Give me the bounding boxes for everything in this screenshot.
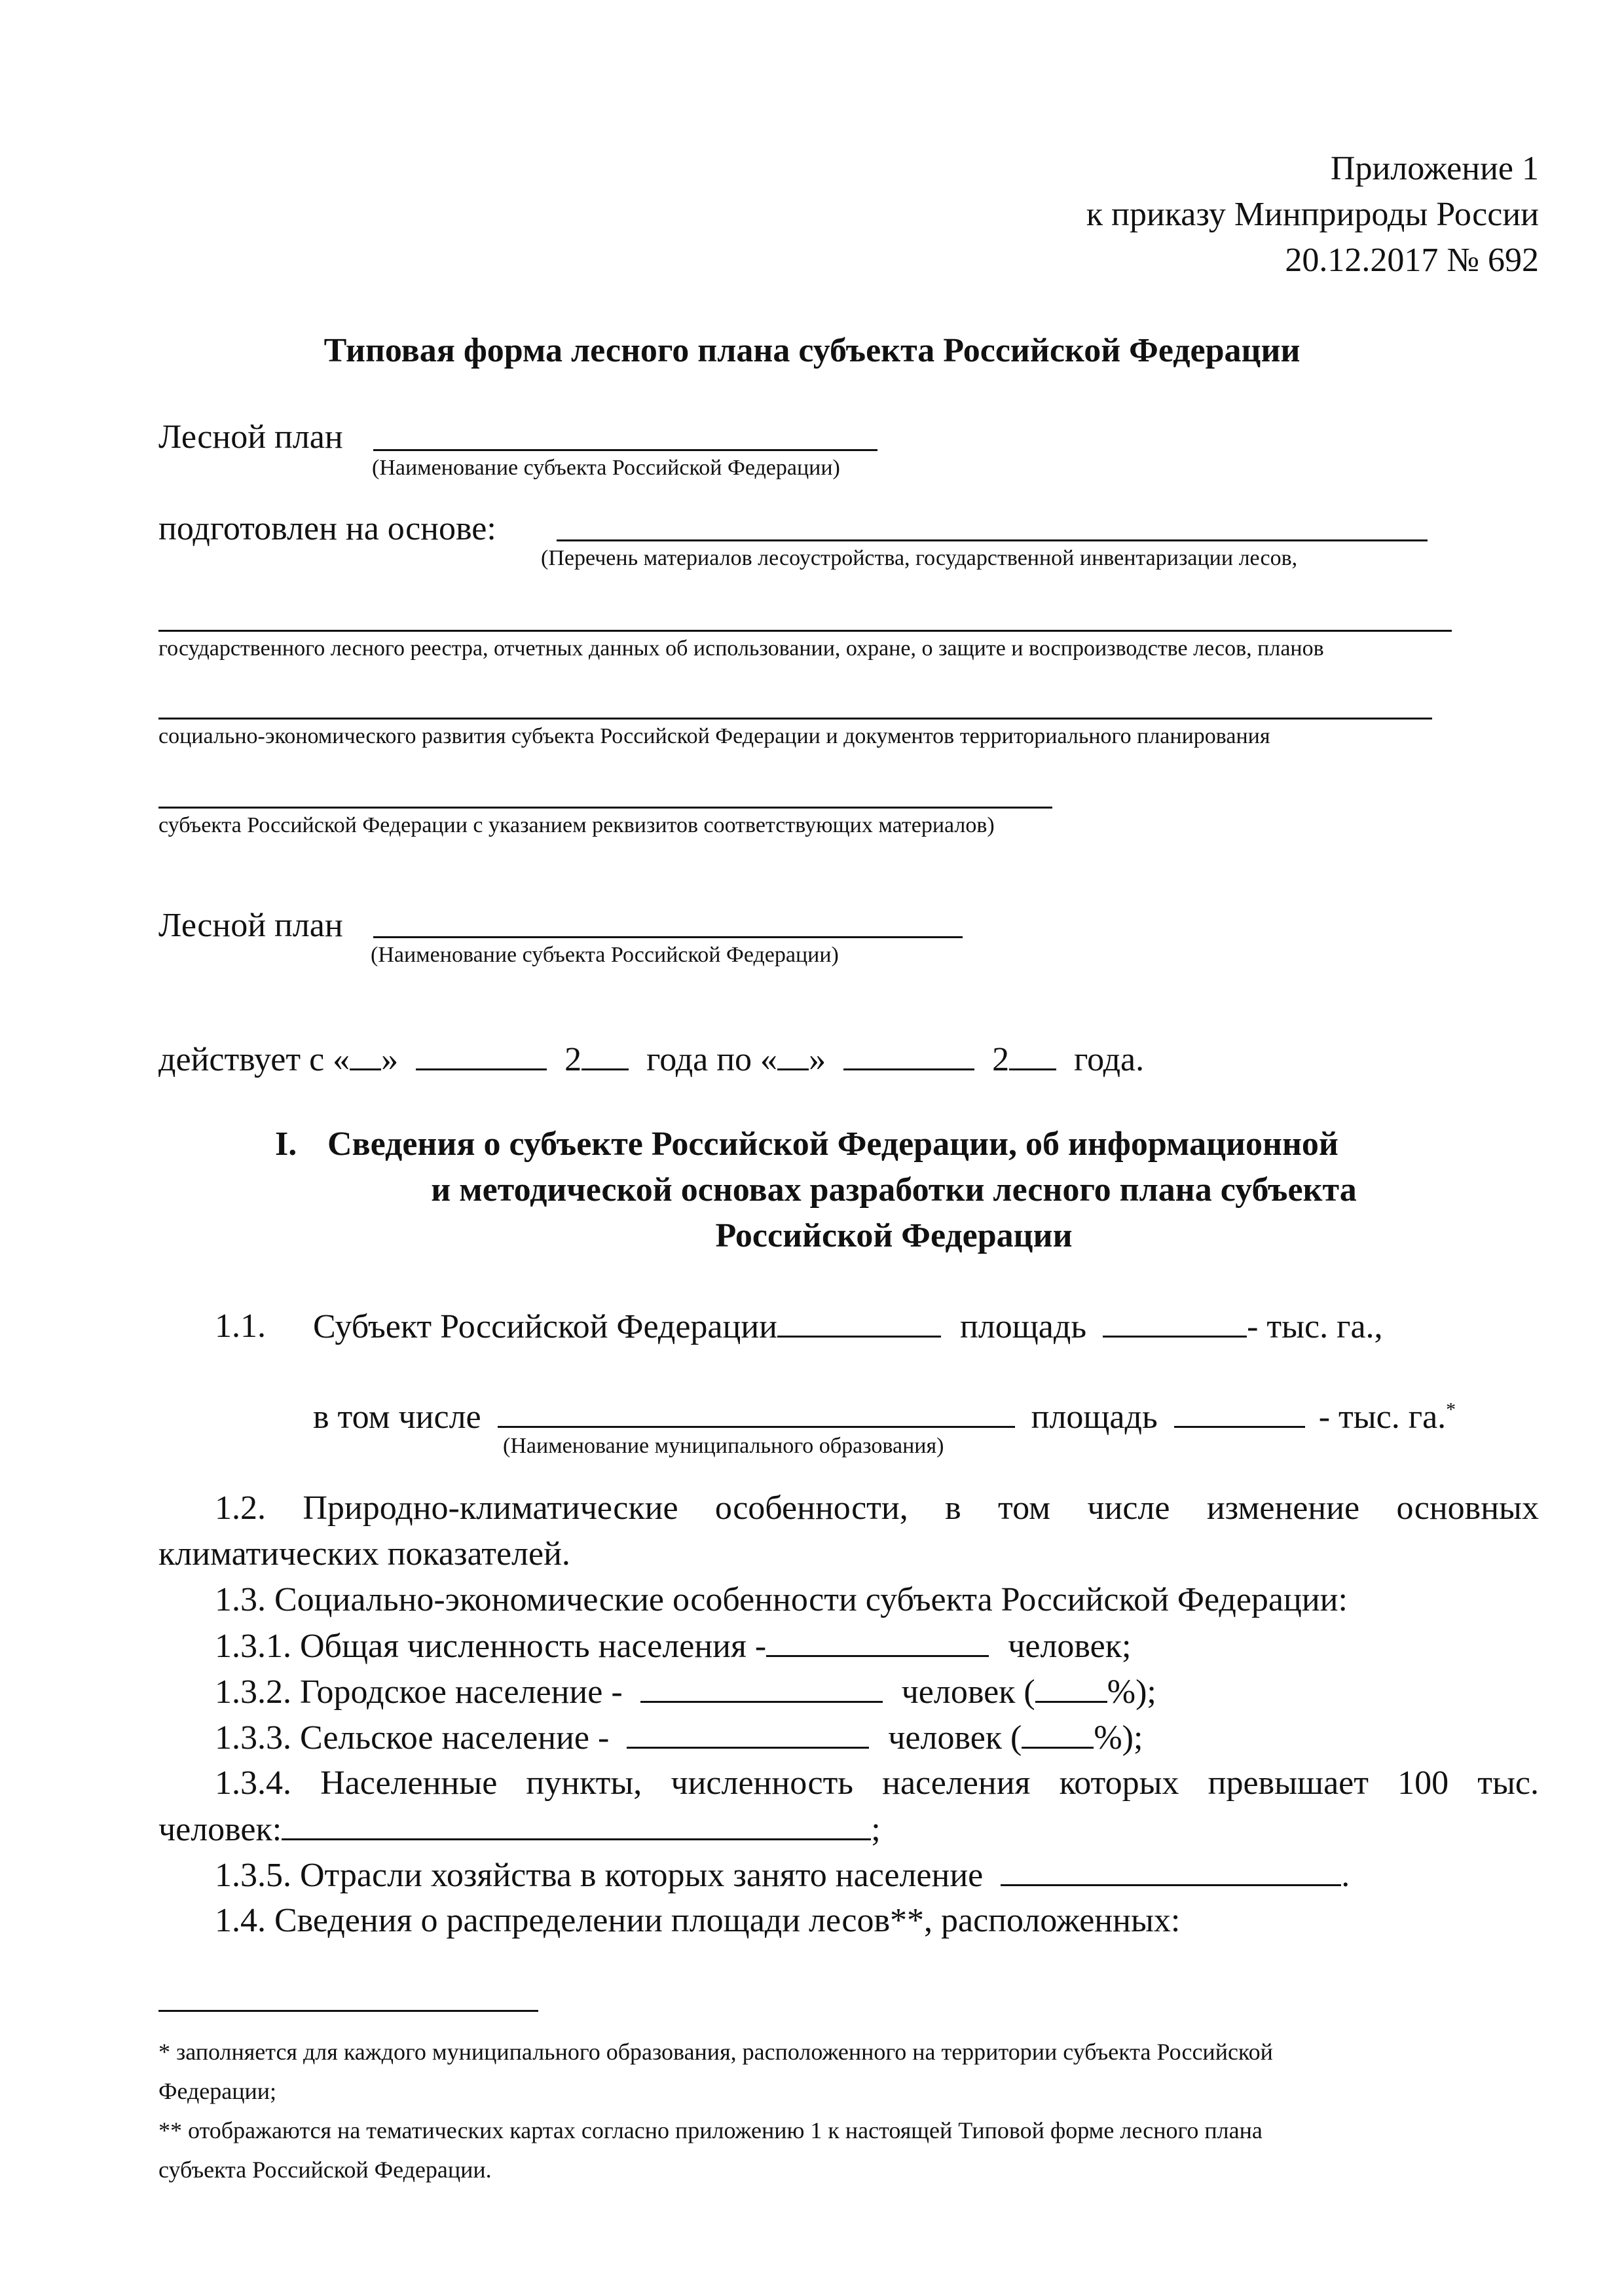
section-1-title-line-2: и методической основах разработки лесного плана субъекта bbox=[431, 1171, 1357, 1209]
item-1-3-4-field[interactable] bbox=[282, 1812, 871, 1840]
item-1-3-1-field[interactable] bbox=[766, 1629, 989, 1657]
basis-label: подготовлен на основе: bbox=[158, 510, 496, 547]
item-1-1-municipality-caption: (Наименование муниципального образования) bbox=[503, 1434, 944, 1458]
plan-subject-caption-2: (Наименование субъекта Российской Федерации) bbox=[371, 943, 839, 967]
form-title: Типовая форма лесного плана субъекта Российской Федерации bbox=[323, 332, 1301, 369]
item-1-1-area2-field[interactable] bbox=[1174, 1400, 1305, 1428]
basis-caption-2: государственного лесного реестра, отчетных данных об использовании, охране, о защите и воспроизводстве лесов, планов bbox=[158, 636, 1324, 661]
appendix-number: Приложение 1 bbox=[1330, 150, 1539, 187]
item-1-1-area2-unit: - тыс. га. bbox=[1318, 1398, 1447, 1436]
item-1-1-incl-label: в том числе bbox=[313, 1398, 481, 1436]
item-1-3-2-field[interactable] bbox=[640, 1675, 883, 1703]
plan-subject-line-2[interactable] bbox=[373, 936, 963, 938]
item-1-3-2-percent: %); bbox=[1107, 1673, 1156, 1711]
item-1-1-area2-label: площадь bbox=[1031, 1398, 1158, 1436]
item-1-3-5-field[interactable] bbox=[1001, 1858, 1341, 1886]
item-1-3-5 bbox=[215, 1858, 1350, 1893]
basis-line-4[interactable] bbox=[158, 807, 1052, 809]
validity-from-day[interactable] bbox=[350, 1042, 381, 1070]
item-1-3-3-percent: %); bbox=[1094, 1719, 1143, 1757]
item-1-3-3-label: 1.3.3. Сельское население - bbox=[215, 1719, 610, 1757]
item-1-1-line bbox=[313, 1309, 1383, 1344]
item-1-1-incl-line bbox=[313, 1400, 1456, 1434]
basis-caption-4: субъекта Российской Федерации с указанием реквизитов соответствующих материалов) bbox=[158, 813, 995, 837]
order-date-number: 20.12.2017 № 692 bbox=[1285, 242, 1539, 279]
item-1-3-1 bbox=[215, 1629, 1131, 1664]
item-1-1-area-field[interactable] bbox=[1103, 1309, 1247, 1338]
plan-label-2: Лесной план bbox=[158, 907, 343, 944]
basis-line-2[interactable] bbox=[158, 630, 1452, 632]
section-1-title-line-3: Российской Федерации bbox=[715, 1217, 1073, 1254]
validity-to-quote: » bbox=[809, 1041, 826, 1078]
footnote-2-line-1: ** отображаются на тематических картах согласно приложению 1 к настоящей Типовой форме лесного плана bbox=[158, 2117, 1263, 2143]
plan-subject-caption-1: (Наименование субъекта Российской Федерации) bbox=[372, 456, 840, 480]
validity-to-year-prefix: 2 bbox=[992, 1041, 1010, 1078]
item-1-3-3-unit: человек ( bbox=[888, 1719, 1022, 1757]
item-1-3-4-line-1: 1.3.4. Населенные пункты, численность населения которых превышает 100 тыс. bbox=[215, 1764, 1539, 1802]
item-1-2-line-1: 1.2. Природно-климатические особенности, в том числе изменение основных bbox=[215, 1489, 1539, 1527]
validity-from-quote: » bbox=[381, 1041, 399, 1078]
validity-to-year[interactable] bbox=[1009, 1042, 1056, 1070]
plan-label-1: Лесной план bbox=[158, 418, 343, 456]
section-1-title-line-1: Сведения о субъекте Российской Федерации, об информационной bbox=[327, 1125, 1338, 1163]
validity-from-year-prefix: 2 bbox=[564, 1041, 582, 1078]
item-1-3-1-label: 1.3.1. Общая численность населения - bbox=[215, 1628, 767, 1665]
item-1-3-4-line-2 bbox=[158, 1812, 881, 1847]
item-1-3-3-field[interactable] bbox=[627, 1721, 869, 1749]
validity-from-year[interactable] bbox=[581, 1042, 629, 1070]
validity-suffix: года. bbox=[1074, 1041, 1145, 1078]
validity-to-prefix: года по « bbox=[646, 1041, 778, 1078]
item-1-3: 1.3. Социально-экономические особенности субъекта Российской Федерации: bbox=[215, 1581, 1348, 1618]
footnote-separator bbox=[158, 2010, 538, 2012]
item-1-1-asterisk: * bbox=[1446, 1398, 1456, 1421]
footnote-2-line-2: субъекта Российской Федерации. bbox=[158, 2157, 492, 2183]
item-1-3-5-label: 1.3.5. Отрасли хозяйства в которых занято население bbox=[215, 1857, 984, 1894]
item-1-3-2-percent-field[interactable] bbox=[1035, 1675, 1107, 1703]
order-reference: к приказу Минприроды России bbox=[1086, 196, 1539, 233]
item-1-1-number: 1.1. bbox=[215, 1307, 266, 1345]
section-1-number: I. bbox=[275, 1125, 297, 1163]
item-1-3-3 bbox=[215, 1721, 1143, 1755]
basis-caption-3: социально-экономического развития субъекта Российской Федерации и документов территориального планирования bbox=[158, 724, 1270, 748]
footnote-1-line-2: Федерации; bbox=[158, 2078, 277, 2104]
item-1-1-subject-label: Субъект Российской Федерации bbox=[313, 1308, 777, 1345]
validity-from-prefix: действует с « bbox=[158, 1041, 350, 1078]
item-1-3-3-percent-field[interactable] bbox=[1022, 1721, 1094, 1749]
validity-line bbox=[158, 1042, 1144, 1077]
item-1-3-2-label: 1.3.2. Городское население - bbox=[215, 1673, 623, 1711]
item-1-3-1-unit: человек; bbox=[1008, 1628, 1132, 1665]
item-1-1-area-unit: - тыс. га., bbox=[1247, 1308, 1383, 1345]
item-1-1-area-label: площадь bbox=[959, 1308, 1087, 1345]
plan-subject-line-1[interactable] bbox=[373, 449, 877, 451]
item-1-4: 1.4. Сведения о распределении площади лесов**, расположенных: bbox=[215, 1902, 1181, 1939]
basis-caption-1: (Перечень материалов лесоустройства, государственной инвентаризации лесов, bbox=[541, 546, 1298, 570]
footnote-1-line-1: * заполняется для каждого муниципального образования, расположенного на территории субъекта Российской bbox=[158, 2039, 1273, 2065]
basis-line-3[interactable] bbox=[158, 718, 1432, 720]
item-1-3-2-unit: человек ( bbox=[901, 1673, 1035, 1711]
item-1-3-5-end: . bbox=[1341, 1857, 1350, 1894]
basis-line-1[interactable] bbox=[557, 539, 1428, 541]
item-1-3-4-label: человек: bbox=[158, 1811, 282, 1848]
validity-to-day[interactable] bbox=[777, 1042, 809, 1070]
item-1-1-subject-field[interactable] bbox=[777, 1309, 941, 1338]
item-1-2-line-2: климатических показателей. bbox=[158, 1535, 570, 1573]
item-1-3-4-end: ; bbox=[871, 1811, 881, 1848]
item-1-1-municipality-field[interactable] bbox=[498, 1400, 1015, 1428]
validity-from-month[interactable] bbox=[416, 1042, 547, 1070]
item-1-3-2 bbox=[215, 1675, 1156, 1709]
validity-to-month[interactable] bbox=[843, 1042, 974, 1070]
